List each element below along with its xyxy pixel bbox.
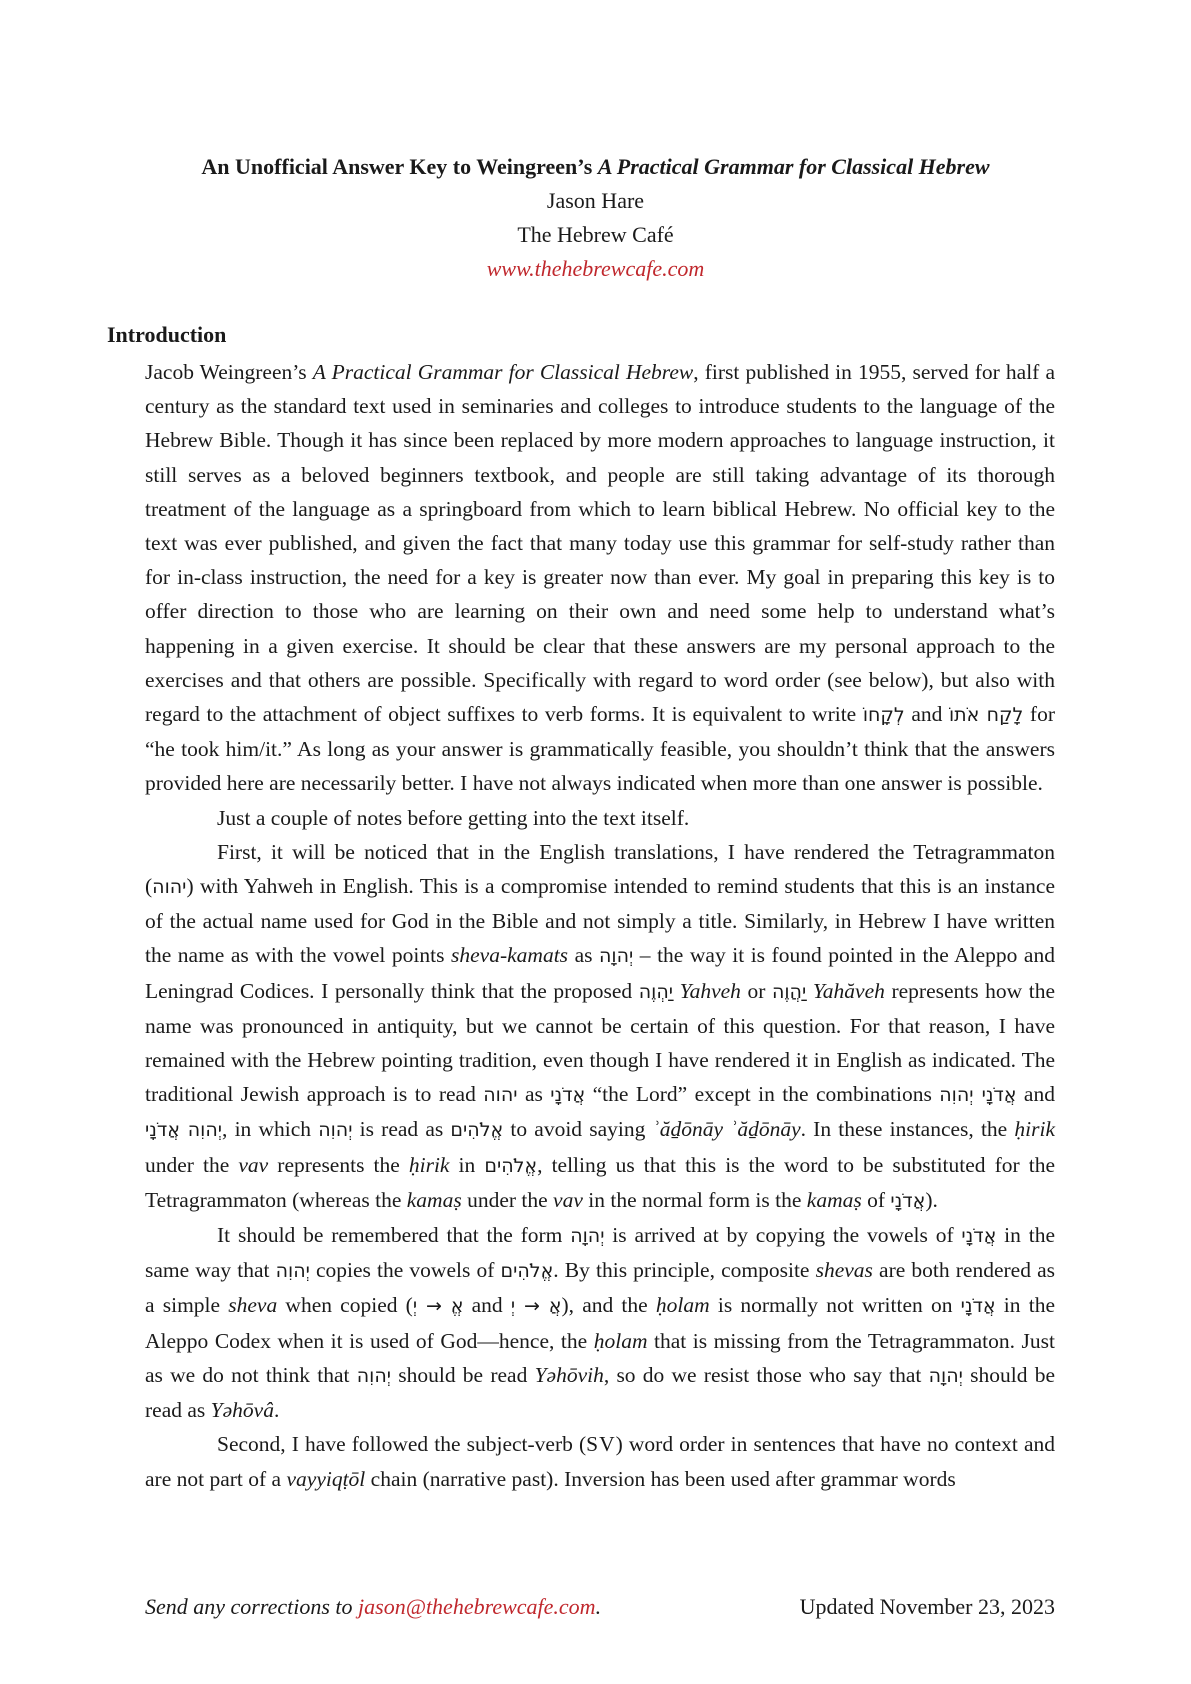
- paragraph-4: It should be remembered that the form יְהוָה is arrived at by copying the vowels of אֲדֹנָי in the same way that יְהוִה copies the vowels of אֱלֹהִים. By this principle, composite shevas are both rendered as a simple sheva when copied (אֱ → יְ and אֲ → יְ), and the ḥolam is normally not written on אֲדֹנָי in the Aleppo Codex when it is used of God—hence, the ḥolam that is missing from the Tetragrammaton. Just as we do not think that יְהוִה should be read Yəhōvih, so do we resist those who say that יְהוָה should be read as Yəhōvâ.: [145, 1223, 1055, 1423]
- email-link[interactable]: jason@thehebrewcafe.com: [358, 1594, 596, 1619]
- document-title: An Unofficial Answer Key to Weingreen’s A Practical Grammar for Classical Hebrew: [201, 154, 990, 179]
- website-link[interactable]: www.thehebrewcafe.com: [486, 256, 705, 281]
- title-block: [0, 150, 1191, 286]
- paragraph-1: Jacob Weingreen’s A Practical Grammar for Classical Hebrew, first published in 1955, served for half a century as the standard text used in seminaries and colleges to introduce students to the language of the Hebrew Bible. Though it has since been replaced by more modern approaches to language instruction, it still serves as a beloved beginners textbook, and people are still taking advantage of its thorough treatment of the language as a springboard from which to learn biblical Hebrew. No official key to the text was ever published, and given the fact that many today use this grammar for self-study rather than for in-class instruction, the need for a key is greater now than ever. My goal in preparing this key is to offer direction to those who are learning on their own and need some help to understand what’s happening in a given exercise. It should be clear that these answers are my personal approach to the exercises and that others are possible. Specifically with regard to word order (see below), but also with regard to the attachment of object suffixes to verb forms. It is equivalent to write לְקָחוֹ and לָקַח אֹתוֹ for “he took him/it.” As long as your answer is grammatically feasible, you shouldn’t think that the answers provided here are necessarily better. I have not always indicated when more than one answer is possible.: [145, 360, 1056, 796]
- paragraph-5: Second, I have followed the subject-verb (SV) word order in sentences that have no context and are not part of a vayyiqṭōl chain (narrative past). Inversion has been used after grammar words: [145, 1432, 1055, 1491]
- paragraph-3: First, it will be noticed that in the English translations, I have rendered the Tetragrammaton (יהוה) with Yahweh in English. This is a compromise intended to remind students that this is an instance of the actual name used for God in the Bible and not simply a title. Similarly, in Hebrew I have written the name as with the vowel points sheva-kamats as יְהוָה – the way it is found pointed in the Aleppo and Leningrad Codices. I personally think that the proposed יַהְוֶה Yahveh or יַהֲוֶה Yahăveh represents how the name was pronounced in antiquity, but we cannot be certain of this question. For that reason, I have remained with the Hebrew pointing tradition, even though I have rendered it in English as indicated. The traditional Jewish approach is to read יהוה as אֲדֹנָי “the Lord” except in the combinations אֲדֹנָי יְהוִה and יְהוִה אֲדֹנָי, in which יְהוִה is read as אֱלֹהִים to avoid saying ʾăḏōnāy ʾăḏōnāy. In these instances, the ḥirik under the vav represents the ḥirik in אֱלֹהִים, telling us that this is the word to be substituted for the Tetragrammaton (whereas the kamaṣ under the vav in the normal form is the kamaṣ of אֲדֹנָי).: [145, 839, 1056, 1212]
- body-text: [145, 355, 1055, 1496]
- section-heading-introduction: Introduction: [107, 322, 227, 347]
- footer-updated-date: Updated November 23, 2023: [799, 1594, 1055, 1619]
- author-name: Jason Hare: [546, 188, 645, 213]
- paragraph-2: Just a couple of notes before getting into the text itself.: [217, 805, 690, 830]
- organization-name: The Hebrew Café: [517, 222, 674, 247]
- footer-corrections-note: Send any corrections to jason@thehebrewcafe.com.: [145, 1594, 602, 1619]
